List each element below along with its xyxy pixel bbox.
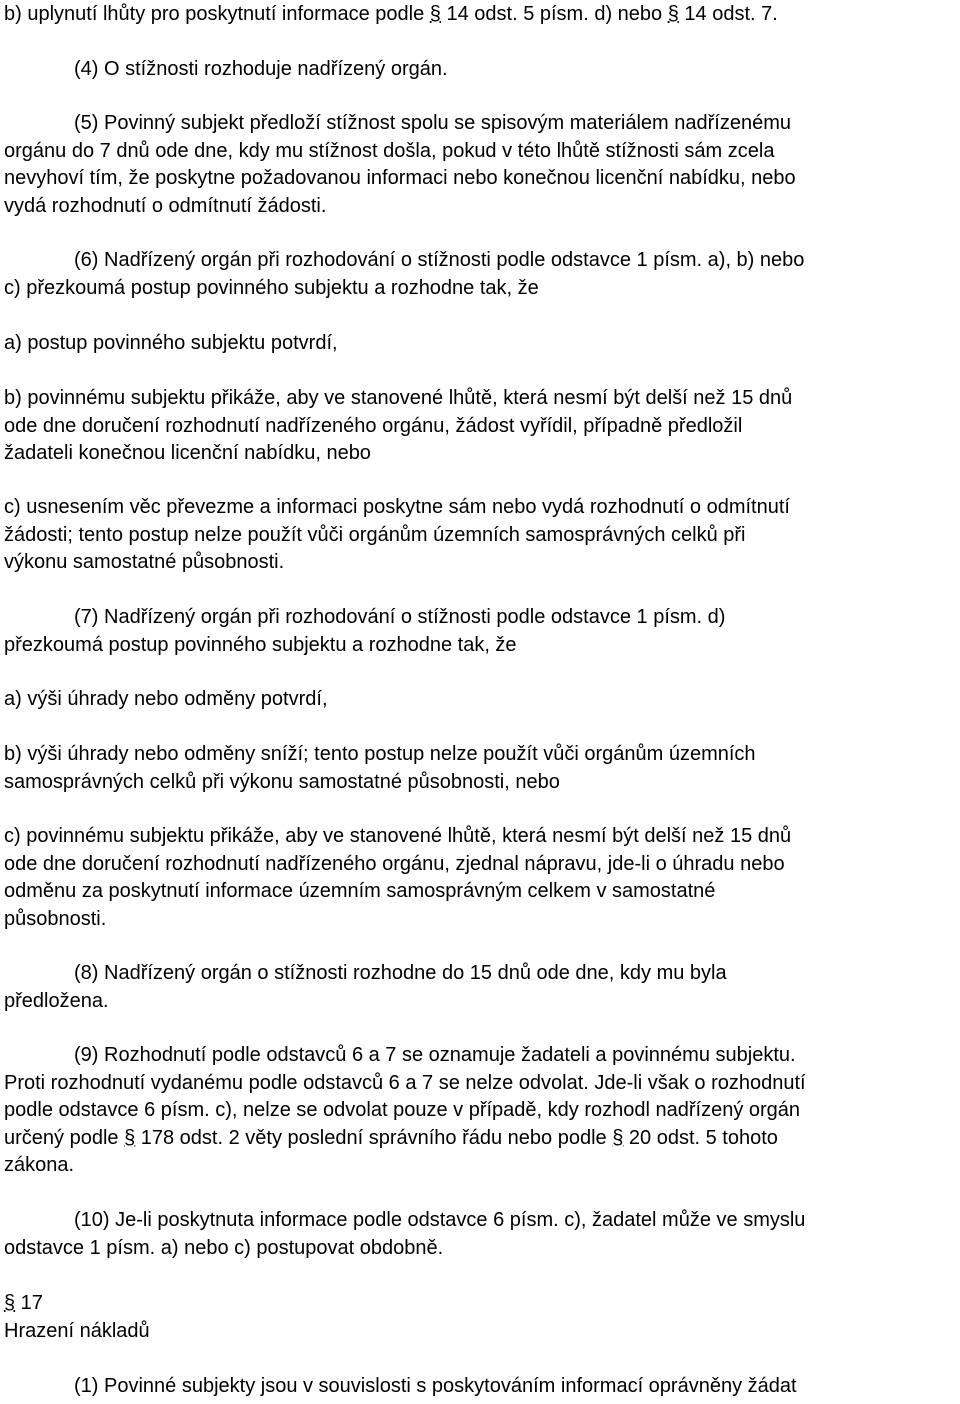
text-line: ode dne doručení rozhodnutí nadřízeného orgánu, zjednal nápravu, jde-li o úhradu nebo	[4, 852, 785, 875]
section-heading	[4, 1290, 956, 1345]
text-line: Proti rozhodnutí vydanému podle odstavců 6 a 7 se nelze odvolat. Jde-li však o rozhodnutí	[4, 1071, 806, 1094]
text-line: výkonu samostatné působnosti.	[4, 551, 285, 573]
text-line: c) povinnému subjektu přikáže, aby ve stanovené lhůtě, která nesmí být delší než 15 dnů	[4, 825, 792, 847]
section-sign: §	[429, 3, 441, 25]
text-line: (1) Povinné subjekty jsou v souvislosti s poskytováním informací oprávněny žádat	[74, 1375, 797, 1397]
paragraph-6-a	[4, 330, 956, 358]
text-line: c) usnesením věc převezme a informaci poskytne sám nebo vydá rozhodnutí o odmítnutí	[4, 496, 790, 518]
section-sign: §	[4, 1292, 16, 1314]
text-line: odměnu za poskytnutí informace územním samosprávným celkem v samostatné	[4, 880, 716, 902]
text-line: podle odstavce 6 písm. c), nelze se odvolat pouze v případě, kdy rozhodl nadřízený orgán	[4, 1099, 801, 1121]
text-line: odstavce 1 písm. a) nebo c) postupovat obdobně.	[4, 1236, 444, 1259]
text-line: Hrazení nákladů	[4, 1319, 150, 1342]
text-line: přezkoumá postup povinného subjektu a rozhodne tak, že	[4, 633, 517, 656]
paragraph-8	[4, 960, 956, 1015]
text-line: (6) Nadřízený orgán při rozhodování o stížnosti podle odstavce 1 písm. a), b) nebo	[74, 249, 805, 271]
text-line: orgánu do 7 dnů ode dne, kdy mu stížnost došla, pokud v této lhůtě stížnosti sám zcela	[4, 139, 775, 162]
text-line: b) povinnému subjektu přikáže, aby ve stanovené lhůtě, která nesmí být delší než 15 dnů	[4, 387, 793, 409]
paragraph-17-1	[4, 1373, 956, 1401]
text-line: (9) Rozhodnutí podle odstavců 6 a 7 se oznamuje žadateli a povinnému subjektu.	[74, 1044, 796, 1066]
text-line: (4) O stížnosti rozhoduje nadřízený orgán.	[74, 58, 448, 80]
section-sign: §	[667, 3, 679, 25]
text-line: žádosti; tento postup nelze použít vůči orgánům územních samosprávných celků při	[4, 523, 746, 546]
text-line: zákona.	[4, 1154, 75, 1176]
section-sign: §	[124, 1126, 136, 1149]
text-line: b) výši úhrady nebo odměny sníží; tento postup nelze použít vůči orgánům územních	[4, 743, 756, 765]
text-line: a) výši úhrady nebo odměny potvrdí,	[4, 688, 328, 710]
text-line: působnosti.	[4, 907, 107, 930]
paragraph-9	[4, 1042, 956, 1180]
paragraph-7-a	[4, 686, 956, 714]
text-line: c) přezkoumá postup povinného subjektu a rozhodne tak, že	[4, 276, 539, 299]
text-line: určený podle § 178 odst. 2 věty poslední správního řádu nebo podle § 20 odst. 5 tohoto	[4, 1126, 778, 1149]
text-line: ode dne doručení rozhodnutí nadřízeného orgánu, žádost vyřídil, případně předložil	[4, 414, 743, 437]
text-line: a) postup povinného subjektu potvrdí,	[4, 332, 338, 354]
paragraph-4	[4, 56, 956, 84]
paragraph-b-deadline	[4, 1, 956, 29]
text-line: b) uplynutí lhůty pro poskytnutí informace podle § 14 odst. 5 písm. d) nebo § 14 odst. 7.	[4, 3, 778, 25]
text-line: (5) Povinný subjekt předloží stížnost spolu se spisovým materiálem nadřízenému	[74, 112, 791, 134]
paragraph-6	[4, 247, 956, 302]
section-sign: §	[612, 1126, 624, 1149]
text-line: (10) Je-li poskytnuta informace podle odstavce 6 písm. c), žadatel může ve smyslu	[74, 1209, 806, 1231]
text-line: žadateli konečnou licenční nabídku, nebo	[4, 442, 371, 464]
paragraph-7-c	[4, 823, 956, 933]
text-line: (7) Nadřízený orgán při rozhodování o stížnosti podle odstavce 1 písm. d)	[74, 606, 726, 628]
text-line: samosprávných celků při výkonu samostatné působnosti, nebo	[4, 770, 560, 793]
paragraph-6-c	[4, 494, 956, 577]
paragraph-5	[4, 110, 956, 220]
text-line: § 17	[4, 1292, 43, 1314]
text-line: (8) Nadřízený orgán o stížnosti rozhodne do 15 dnů ode dne, kdy mu byla	[74, 962, 727, 984]
paragraph-7-b	[4, 741, 956, 796]
paragraph-10	[4, 1207, 956, 1262]
text-line: nevyhoví tím, že poskytne požadovanou informaci nebo konečnou licenční nabídku, nebo	[4, 167, 796, 189]
paragraph-7	[4, 604, 956, 659]
text-line: vydá rozhodnutí o odmítnutí žádosti.	[4, 194, 327, 217]
text-line: předložena.	[4, 989, 109, 1012]
paragraph-6-b	[4, 385, 956, 468]
